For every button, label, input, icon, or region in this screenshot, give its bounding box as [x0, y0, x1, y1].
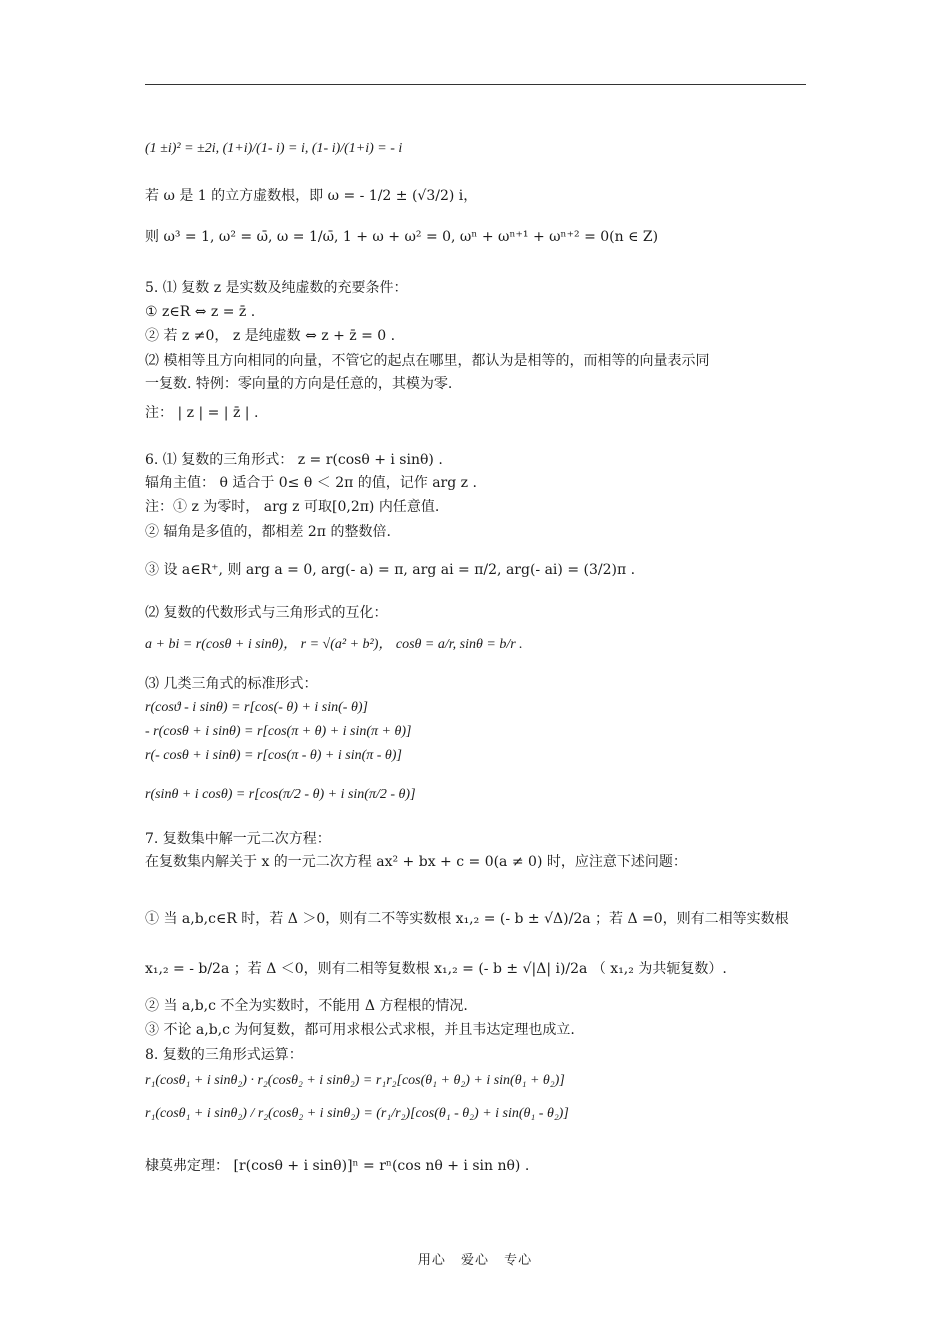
text-line: 在复数集内解关于 x 的一元二次方程 ax² + bx + c = 0(a ≠ 0) 时，应注意下述问题： [145, 854, 687, 870]
text-line: r(cosϑ - i sinθ) = r[cos(- θ) + i sin(- θ)] [145, 700, 368, 715]
text-line: ③ 不论 a,b,c 为何复数，都可用求根公式求根，并且韦达定理也成立. [145, 1022, 575, 1038]
text-line: 注：① z 为零时， arg z 可取[0,2π) 内任意值. [145, 499, 440, 515]
text-line: - r(cosθ + i sinθ) = r[cos(π + θ) + i sin(π + θ)] [145, 724, 412, 739]
text-line: 辐角主值： θ 适合于 0≤ θ ＜ 2π 的值，记作 arg z . [145, 475, 477, 491]
text-line: (1 ±i)² = ±2i, (1+i)/(1- i) = i, (1- i)/(1+i) = - i [145, 141, 403, 156]
text-line: 一复数. 特例：零向量的方向是任意的，其模为零. [145, 376, 453, 392]
text-line: ② 若 z ≠0， z 是纯虚数 ⇔ z + z̄ = 0 . [145, 328, 396, 344]
text-line: r₁(cosθ₁ + i sinθ₂) · r₂(cosθ₂ + i sinθ₂) = r₁r₂[cos(θ₁ + θ₂) + i sin(θ₁ + θ₂)] [145, 1073, 565, 1088]
text-line: ② 当 a,b,c 不全为实数时，不能用 Δ 方程根的情况. [145, 998, 468, 1014]
text-line: ⑶ 几类三角式的标准形式： [145, 676, 318, 692]
text-line: x₁,₂ = - b/2a ；若 Δ ＜0，则有二相等复数根 x₁,₂ = (- b ± √|Δ| i)/2a （ x₁,₂ 为共轭复数）. [145, 961, 727, 977]
text-line: 5. ⑴ 复数 z 是实数及纯虚数的充要条件： [145, 280, 408, 296]
text-line: ① 当 a,b,c∈R 时，若 Δ ＞0，则有二不等实数根 x₁,₂ = (- b ± √Δ)/2a ；若 Δ =0，则有二相等实数根 [145, 911, 789, 927]
text-line: r(- cosθ + i sinθ) = r[cos(π - θ) + i sin(π - θ)] [145, 748, 402, 763]
text-line: 注： | z | = | z̄ | . [145, 405, 259, 421]
text-line: ⑵ 复数的代数形式与三角形式的互化： [145, 605, 388, 621]
text-line: ⑵ 模相等且方向相同的向量，不管它的起点在哪里，都认为是相等的，而相等的向量表示同 [145, 353, 710, 369]
text-line: 7. 复数集中解一元二次方程： [145, 831, 331, 847]
text-line: a + bi = r(cosθ + i sinθ)， r = √(a² + b²)， cosθ = a/r, sinθ = b/r . [145, 637, 523, 652]
header-rule [145, 84, 806, 85]
text-line: 6. ⑴ 复数的三角形式： z = r(cosθ + i sinθ) . [145, 452, 443, 468]
text-line: 若 ω 是 1 的立方虚数根，即 ω = - 1/2 ± (√3/2) i， [145, 188, 478, 204]
text-line: 棣莫弗定理： [r(cosθ + i sinθ)]ⁿ = rⁿ(cos nθ + i sin nθ) . [145, 1158, 530, 1174]
text-line: ③ 设 a∈R⁺, 则 arg a = 0, arg(- a) = π, arg ai = π/2, arg(- ai) = (3/2)π . [145, 562, 636, 578]
text-line: ① z∈R ⇔ z = z̄ . [145, 304, 256, 320]
text-line: 则 ω³ = 1, ω² = ω̄, ω = 1/ω̄, 1 + ω + ω² = 0, ωⁿ + ωⁿ⁺¹ + ωⁿ⁺² = 0(n ∈ Z) [145, 229, 659, 245]
text-line: ② 辐角是多值的，都相差 2π 的整数倍. [145, 524, 391, 540]
text-line: r₁(cosθ₁ + i sinθ₂) / r₂(cosθ₂ + i sinθ₂) = (r₁/r₂)[cos(θ₁ - θ₂) + i sin(θ₁ - θ₂)] [145, 1106, 569, 1121]
text-line: r(sinθ + i cosθ) = r[cos(π/2 - θ) + i sin(π/2 - θ)] [145, 787, 416, 802]
page-footer: 用心 爱心 专心 [417, 1253, 533, 1268]
text-line: 8. 复数的三角形式运算： [145, 1047, 303, 1063]
